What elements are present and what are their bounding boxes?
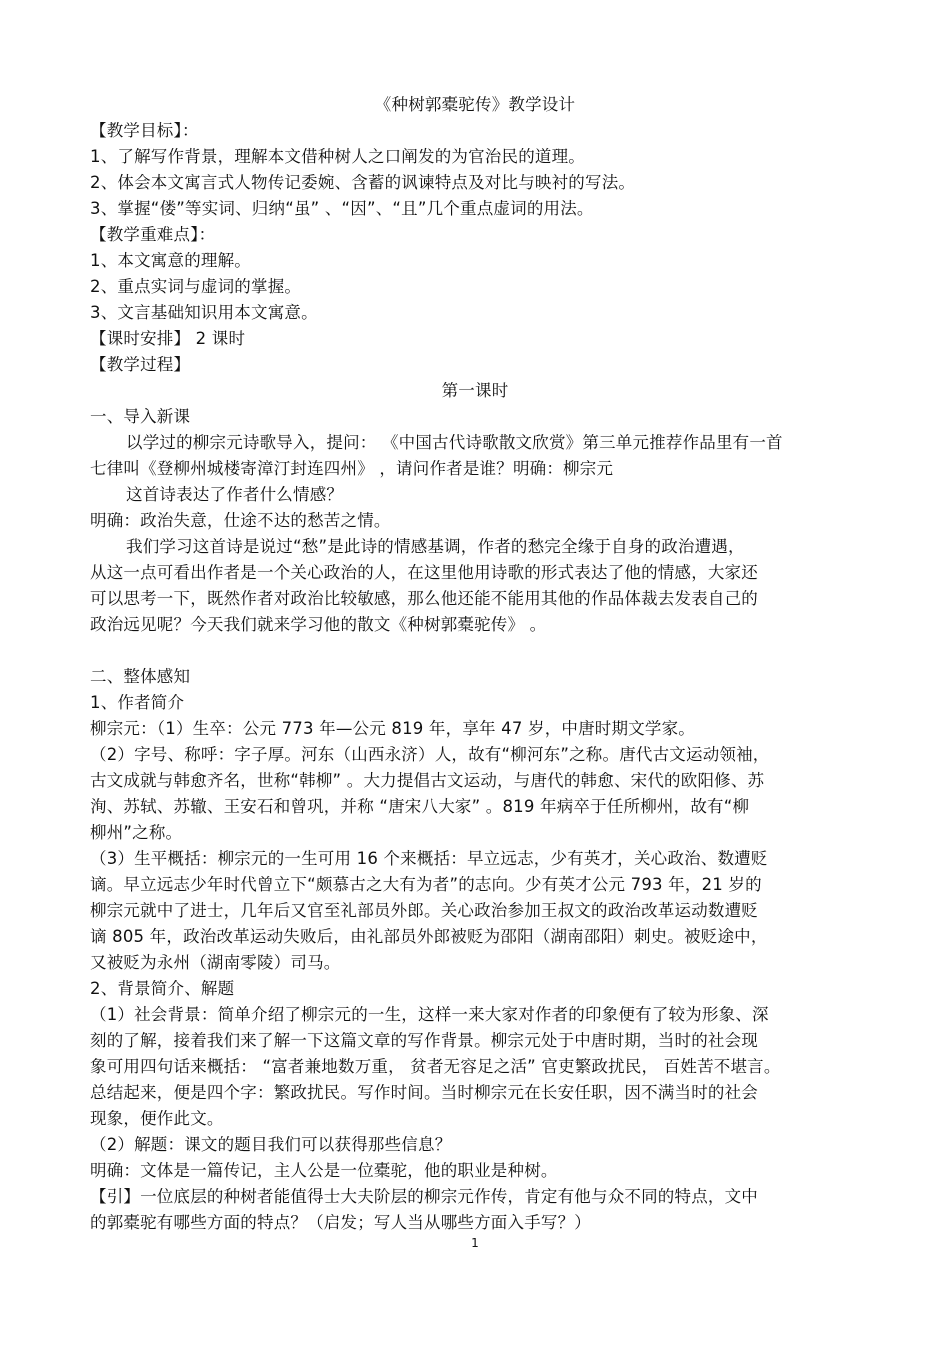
text-line: 【引】一位底层的种树者能值得士大夫阶层的柳宗元作传，肯定有他与众不同的特点，文中: [90, 1187, 758, 1206]
text-line: （3）生平概括：柳宗元的一生可用 16 个来概括：早立远志，少有英才，关心政治、数遭贬: [90, 849, 768, 868]
text-line: 象可用四句话来概括： “富者兼地数万重， 贫者无容足之活” 官吏繁政扰民， 百姓苦不堪言。: [90, 1057, 781, 1076]
section-heading-overview: 二、整体感知: [90, 667, 191, 686]
text-line: 明确：文体是一篇传记，主人公是一位橐驼，他的职业是种树。: [90, 1161, 558, 1180]
text-line: 1、了解写作背景，理解本文借种树人之口阐发的为官治民的道理。: [90, 147, 585, 166]
section-heading-process: 【教学过程】: [90, 355, 191, 374]
section-heading-intro: 一、导入新课: [90, 407, 191, 426]
text-line: 可以思考一下，既然作者对政治比较敏感，那么他还能不能用其他的作品体裁去发表自己的: [90, 589, 758, 608]
text-line: 这首诗表达了作者什么情感？: [126, 485, 344, 504]
text-line: 谪。早立远志少年时代曾立下“颇慕古之大有为者”的志向。少有英才公元 793 年，21 岁的: [90, 875, 762, 894]
text-line: 总结起来，便是四个字：繁政扰民。写作时间。当时柳宗元在长安任职，因不满当时的社会: [90, 1083, 758, 1102]
text-line: 柳宗元：（1）生卒：公元 773 年—公元 819 年，享年 47 岁，中唐时期文学家。: [90, 719, 695, 738]
section-heading-key-points: 【教学重难点】：: [90, 225, 216, 244]
subsection-heading-author: 1、作者简介: [90, 693, 185, 712]
text-line: 七律叫《登柳州城楼寄漳汀封连四州》 ，请问作者是谁？明确：柳宗元: [90, 459, 614, 478]
page-number: 1: [471, 1236, 479, 1250]
text-line: 2、体会本文寓言式人物传记委婉、含蓄的讽谏特点及对比与映衬的写法。: [90, 173, 636, 192]
document-title: 《种树郭橐驼传》教学设计: [374, 95, 576, 114]
text-line: 洵、苏轼、苏辙、王安石和曾巩，并称 “唐宋八大家” 。819 年病卒于任所柳州，故有“柳: [90, 797, 750, 816]
text-line: 2、重点实词与虚词的掌握。: [90, 277, 302, 296]
text-line: 政治远见呢？今天我们就来学习他的散文《种树郭橐驼传》 。: [90, 615, 547, 634]
text-line: 明确：政治失意，仕途不达的愁苦之情。: [90, 511, 391, 530]
text-line: 以学过的柳宗元诗歌导入，提问： 《中国古代诗歌散文欣赏》第三单元推荐作品里有一首: [126, 433, 783, 452]
text-line: （2）解题：课文的题目我们可以获得那些信息？: [90, 1135, 452, 1154]
text-line: （2）字号、称呼：字子厚。河东（山西永济）人，故有“柳河东”之称。唐代古文运动领袖，: [90, 745, 770, 764]
text-line: （1）社会背景：简单介绍了柳宗元的一生，这样一来大家对作者的印象便有了较为形象、深: [90, 1005, 769, 1024]
text-line: 谪 805 年，政治改革运动失败后，由礼部员外郎被贬为邵阳（湖南邵阳）刺史。被贬途中，: [90, 927, 768, 946]
text-line: 1、本文寓意的理解。: [90, 251, 251, 270]
text-line: 现象，便作此文。: [90, 1109, 224, 1128]
text-line: 古文成就与韩愈齐名，世称“韩柳” 。大力提倡古文运动，与唐代的韩愈、宋代的欧阳修、苏: [90, 771, 765, 790]
text-line: 3、文言基础知识用本文寓意。: [90, 303, 318, 322]
section-heading-objectives: 【教学目标】：: [90, 121, 199, 140]
text-line: 我们学习这首诗是说过“愁”是此诗的情感基调，作者的愁完全缘于自身的政治遭遇，: [126, 537, 745, 556]
text-line: 从这一点可看出作者是一个关心政治的人，在这里他用诗歌的形式表达了他的情感，大家还: [90, 563, 758, 582]
text-line: 又被贬为永州（湖南零陵）司马。: [90, 953, 341, 972]
text-line: 柳州”之称。: [90, 823, 183, 842]
subsection-heading-background: 2、背景简介、解题: [90, 979, 235, 998]
section-heading-schedule: 【课时安排】 2 课时: [90, 329, 246, 348]
text-line: 的郭橐驼有哪些方面的特点？（启发；写人当从哪些方面入手写？）: [90, 1213, 591, 1232]
text-line: 刻的了解，接着我们来了解一下这篇文章的写作背景。柳宗元处于中唐时期，当时的社会现: [90, 1031, 758, 1050]
text-line: 3、掌握“偻”等实词、归纳“虽” 、“因”、“且”几个重点虚词的用法。: [90, 199, 594, 218]
lesson-subheading: 第一课时: [441, 381, 509, 400]
text-line: 柳宗元就中了进士，几年后又官至礼部员外郎。关心政治参加王叔文的政治改革运动数遭贬: [90, 901, 758, 920]
